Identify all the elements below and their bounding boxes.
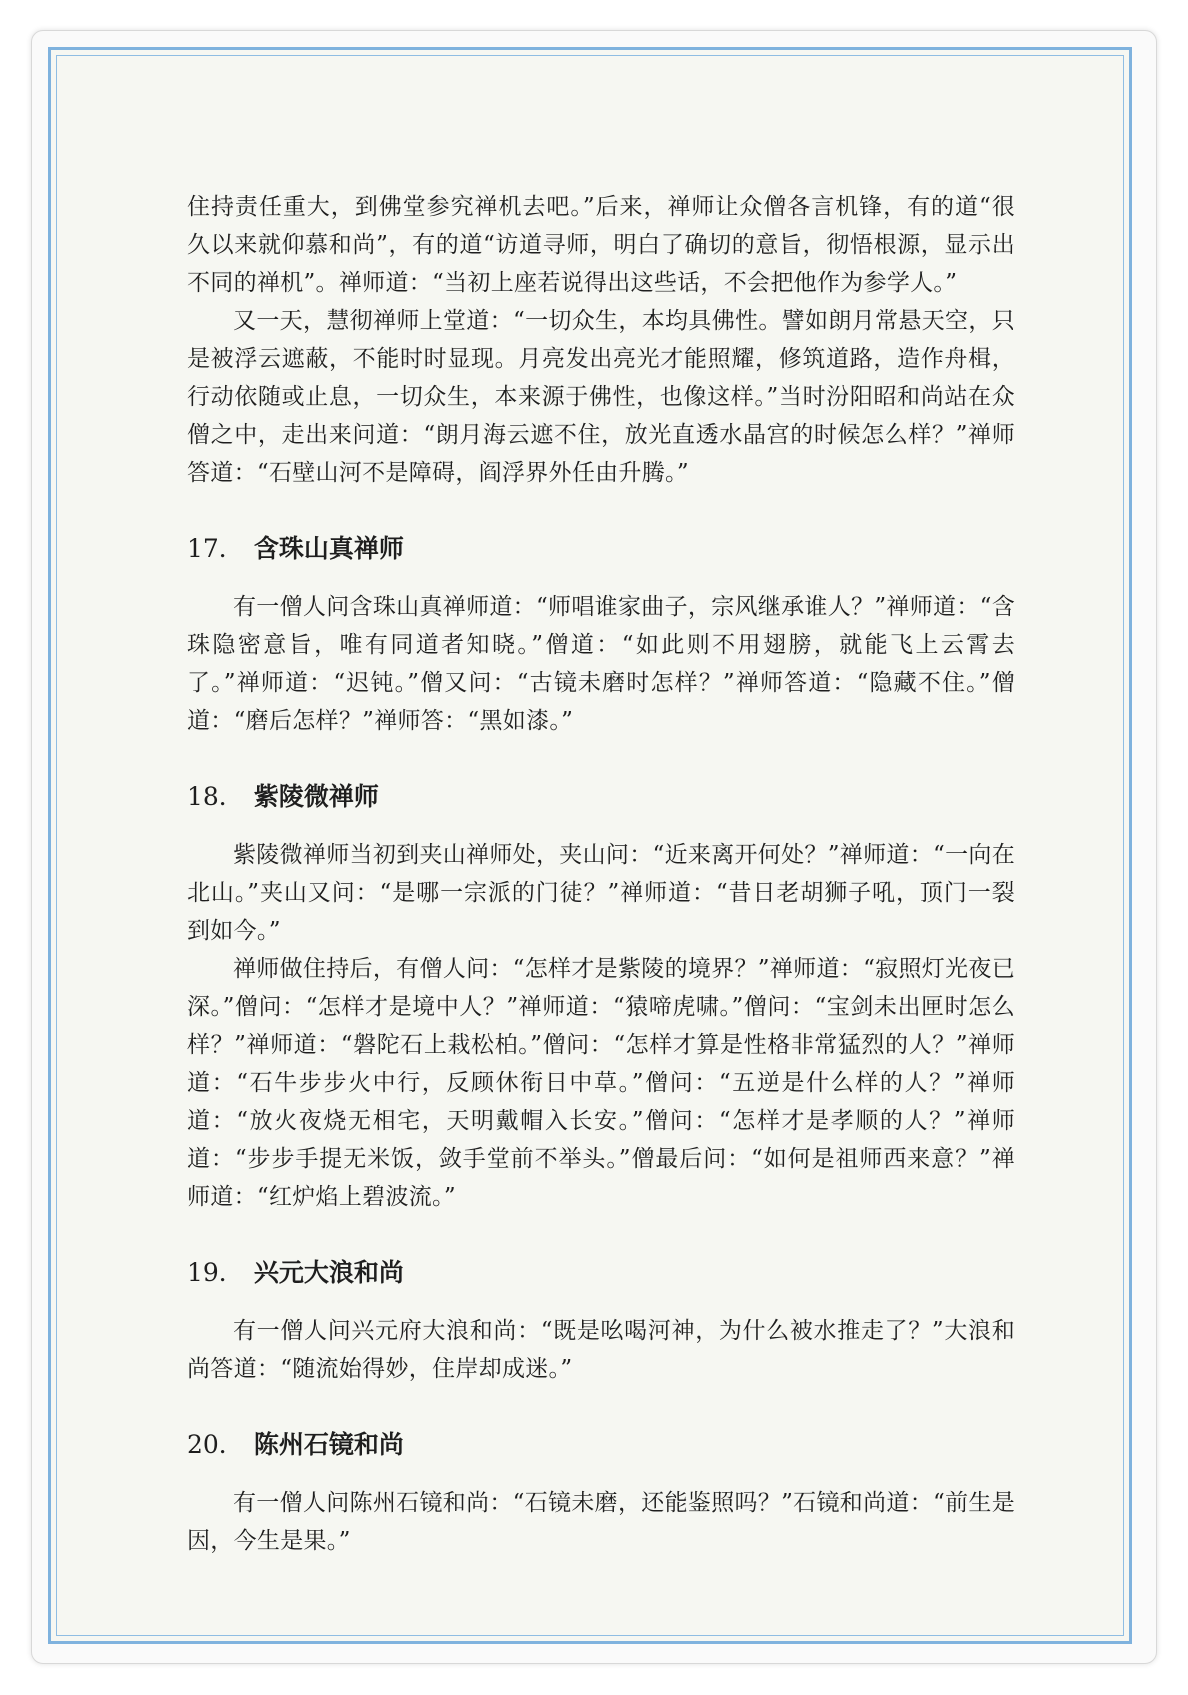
paragraph: 紫陵微禅师当初到夹山禅师处，夹山问：“近来离开何处？”禅师道：“一向在北山。”夹山又问：“是哪一宗派的门徒？”禅师道：“昔日老胡狮子吼，顶门一裂到如今。”	[187, 842, 1015, 944]
page-content	[187, 188, 1015, 1560]
paragraph: 有一僧人问含珠山真禅师道：“师唱谁家曲子，宗风继承谁人？”禅师道：“含珠隐密意旨，唯有同道者知晓。”僧道：“如此则不用翅膀，就能飞上云霄去了。”禅师道：“迟钝。”僧又问：“古镜未磨时怎样？”禅师答道：“隐藏不住。”僧道：“磨后怎样？”禅师答：“黑如漆。”	[187, 594, 1015, 734]
section-title: 陈州石镜和尚	[253, 1430, 404, 1459]
section-number: 20．	[187, 1430, 244, 1459]
paragraph: 有一僧人问兴元府大浪和尚：“既是吆喝河神，为什么被水推走了？”大浪和尚答道：“随流始得妙，住岸却成迷。”	[187, 1318, 1015, 1382]
paragraph: 又一天，慧彻禅师上堂道：“一切众生，本均具佛性。譬如朗月常悬天空，只是被浮云遮蔽，不能时时显现。月亮发出亮光才能照耀，修筑道路，造作舟楫，行动依随或止息，一切众生，本来源于佛性，也像这样。”当时汾阳昭和尚站在众僧之中，走出来问道：“朗月海云遮不住，放光直透水晶宫的时候怎么样？”禅师答道：“石壁山河不是障碍，阎浮界外任由升腾。”	[187, 308, 1015, 486]
section-heading-19	[187, 1254, 1015, 1292]
section-title: 兴元大浪和尚	[253, 1258, 404, 1287]
paragraph: 禅师做住持后，有僧人问：“怎样才是紫陵的境界？”禅师道：“寂照灯光夜已深。”僧问：“怎样才是境中人？”禅师道：“猿啼虎啸。”僧问：“宝剑未出匣时怎么样？”禅师道：“磐陀石上栽松柏。”僧问：“怎样才算是性格非常猛烈的人？”禅师道：“石牛步步火中行，反顾休衔日中草。”僧问：“五逆是什么样的人？”禅师道：“放火夜烧无相宅，天明戴帽入长安。”僧问：“怎样才是孝顺的人？”禅师道：“步步手提无米饭，敛手堂前不举头。”僧最后问：“如何是祖师西来意？”禅师道：“红炉焰上碧波流。”	[187, 956, 1015, 1210]
section-number: 19．	[187, 1258, 244, 1287]
section-number: 18．	[187, 782, 244, 811]
continued-paragraph: 住持责任重大，到佛堂参究禅机去吧。”后来，禅师让众僧各言机锋，有的道“很久以来就仰慕和尚”，有的道“访道寻师，明白了确切的意旨，彻悟根源，显示出不同的禅机”。禅师道：“当初上座若说得出这些话，不会把他作为参学人。”	[187, 194, 1015, 296]
section-title: 紫陵微禅师	[253, 782, 379, 811]
paragraph: 有一僧人问陈州石镜和尚：“石镜未磨，还能鉴照吗？”石镜和尚道：“前生是因，今生是果。”	[187, 1490, 1015, 1554]
section-title: 含珠山真禅师	[253, 534, 404, 563]
section-number: 17．	[187, 534, 244, 563]
section-heading-20	[187, 1426, 1015, 1464]
section-heading-17	[187, 530, 1015, 568]
section-heading-18	[187, 778, 1015, 816]
